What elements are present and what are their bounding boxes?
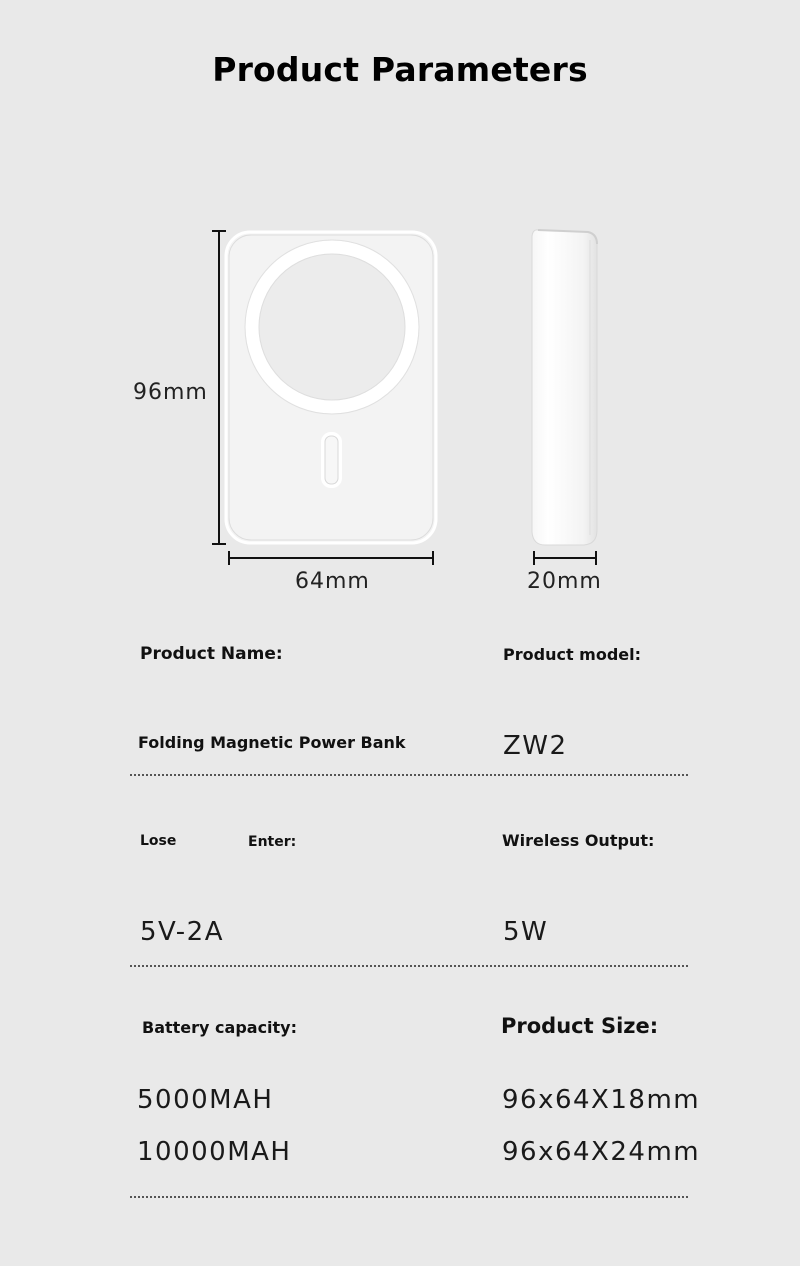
wireless-output-value: 5W [503, 917, 549, 947]
indicator-light [323, 434, 340, 486]
depth-dimension-line [534, 551, 596, 565]
battery-capacity-label: Battery capacity: [142, 1018, 298, 1037]
depth-label: 20mm [527, 569, 602, 594]
battery-capacity-value: 5000MAH [137, 1085, 274, 1115]
product-size-value: 96x64X24mm [502, 1137, 701, 1167]
product-size-value: 96x64X18mm [502, 1085, 701, 1115]
power-bank-side-view [532, 230, 597, 545]
page-title: Product Parameters [212, 50, 588, 89]
divider [130, 1196, 688, 1198]
input-value: 5V-2A [140, 917, 225, 947]
battery-capacity-value: 10000MAH [137, 1137, 292, 1167]
width-label: 64mm [295, 569, 370, 594]
enter-label: Enter: [248, 834, 297, 850]
divider [130, 774, 688, 776]
product-name-value: Folding Magnetic Power Bank [138, 733, 406, 752]
product-size-label: Product Size: [501, 1014, 659, 1038]
width-dimension-line [229, 551, 433, 565]
height-label: 96mm [133, 380, 208, 405]
power-bank-front-view [226, 232, 436, 543]
lose-label: Lose [140, 833, 177, 849]
product-name-label: Product Name: [140, 644, 283, 664]
product-model-label: Product model: [503, 645, 642, 664]
divider [130, 965, 688, 967]
product-figure [0, 200, 800, 600]
wireless-output-label: Wireless Output: [502, 831, 655, 850]
product-model-value: ZW2 [503, 731, 568, 761]
height-dimension-line [212, 231, 226, 544]
